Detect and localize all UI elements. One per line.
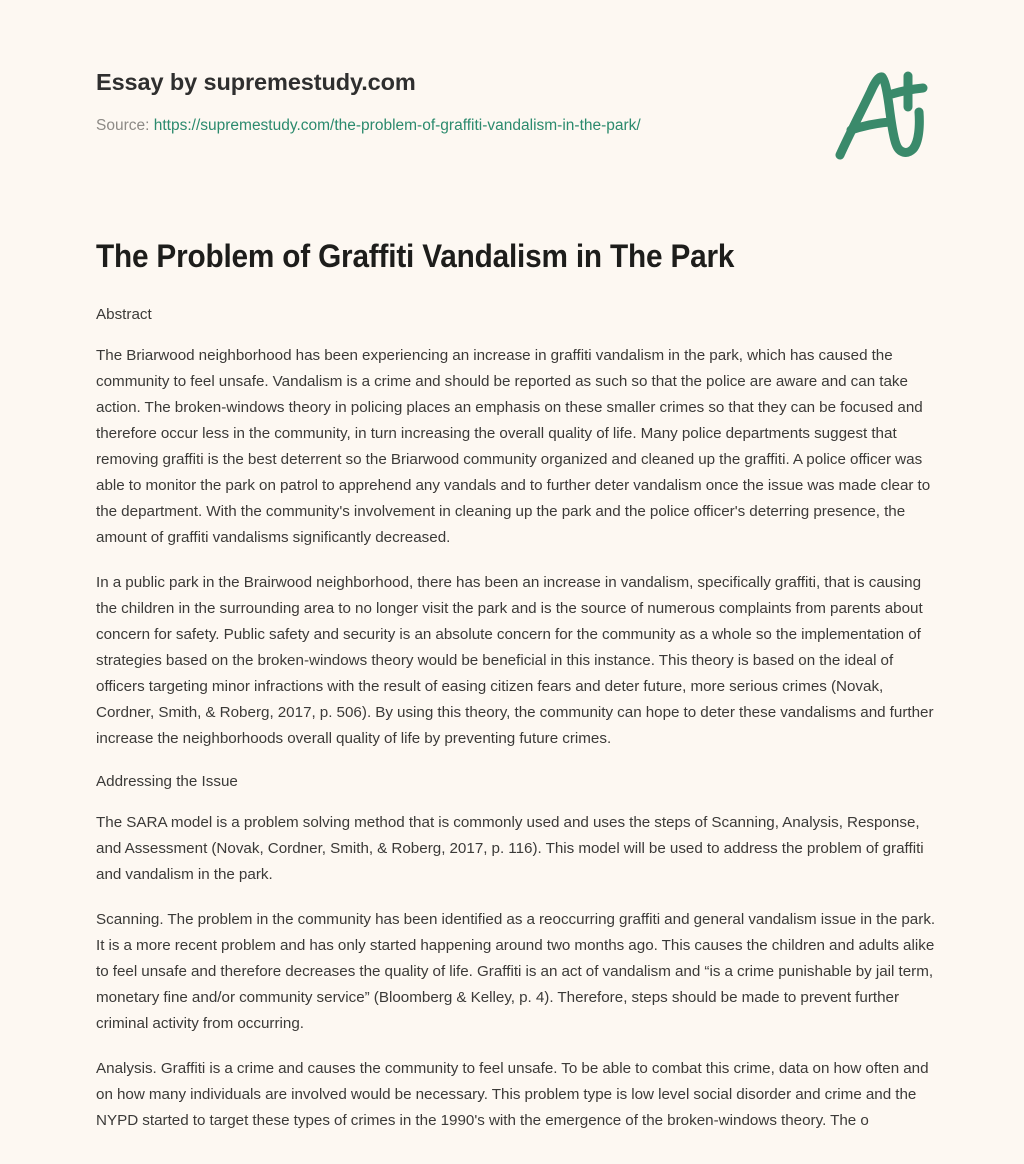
paragraph: The Briarwood neighborhood has been experiencing an increase in graffiti vandalism in the park, which has caused the community to feel unsafe. Vandalism is a crime and should be reported as such so that the police are aware and can take action. The broken-windows theory in policing places an emphasis on these smaller crimes so that they can be focused and therefore occur less in the community, in turn increasing the overall quality of life. Many police departments suggest that removing graffiti is the best deterrent so the Briarwood community organized and cleaned up the graffiti. A police officer was able to monitor the park on patrol to apprehend any vandals and to further deter vandalism once the issue was made clear to the department. With the community's involvement in cleaning up the park and the police officer's deterring presence, the amount of graffiti vandalisms significantly decreased. (96, 346, 931, 546)
section-heading-addressing-the-issue: Addressing the Issue (96, 772, 238, 790)
site-byline: Essay by supremestudy.com (96, 69, 416, 95)
a-plus-logo-icon[interactable] (829, 64, 933, 168)
a-plus-logo-glyph (829, 64, 933, 168)
source-label: Source: (96, 117, 150, 135)
paragraph: Analysis. Graffiti is a crime and causes the community to feel unsafe. To be able to combat this crime, data on how often and on how many individuals are involved would be necessary. This problem type is low level social disorder and crime and the NYPD started to target these types of crimes in the 1990's with the emergence of the broken-windows theory. The o (96, 1059, 929, 1129)
article-body (0, 236, 1024, 1134)
page-title: The Problem of Graffiti Vandalism in The Park (96, 238, 735, 274)
page-header (0, 0, 1024, 168)
source-line (96, 116, 641, 136)
paragraph: Scanning. The problem in the community has been identified as a reoccurring graffiti and general vandalism issue in the park. It is a more recent problem and has only started happening around two months ago. This causes the children and adults alike to feel unsafe and therefore decreases the quality of life. Graffiti is an act of vandalism and “is a crime punishable by jail term, monetary fine and/or community service” (Bloomberg & Kelley, p. 4). Therefore, steps should be made to prevent further criminal activity from occurring. (96, 910, 936, 1032)
section-addressing-the-issue (96, 771, 940, 1134)
paragraph: The SARA model is a problem solving method that is commonly used and uses the steps of Scanning, Analysis, Response, and Assessment (Novak, Cordner, Smith, & Roberg, 2017, p. 116). This model will be used to address the problem of graffiti and vandalism in the park. (96, 813, 924, 883)
paragraph: In a public park in the Brairwood neighborhood, there has been an increase in vandalism, specifically graffiti, that is causing the children in the surrounding area to no longer visit the park and is the source of numerous complaints from parents about concern for safety. Public safety and security is an absolute concern for the community as a whole so the implementation of strategies based on the broken-windows theory would be beneficial in this instance. This theory is based on the ideal of officers targeting minor infractions with the result of easing citizen fears and deter future, more serious crimes (Novak, Cordner, Smith, & Roberg, 2017, p. 506). By using this theory, the community can hope to deter these vandalisms and further increase the neighborhoods overall quality of life by preventing future crimes. (96, 573, 934, 747)
source-url-link[interactable]: https://supremestudy.com/the-problem-of-graffiti-vandalism-in-the-park/ (153, 117, 641, 135)
header-text-block (96, 62, 641, 136)
section-abstract (96, 304, 940, 752)
section-heading-abstract: Abstract (96, 306, 152, 323)
